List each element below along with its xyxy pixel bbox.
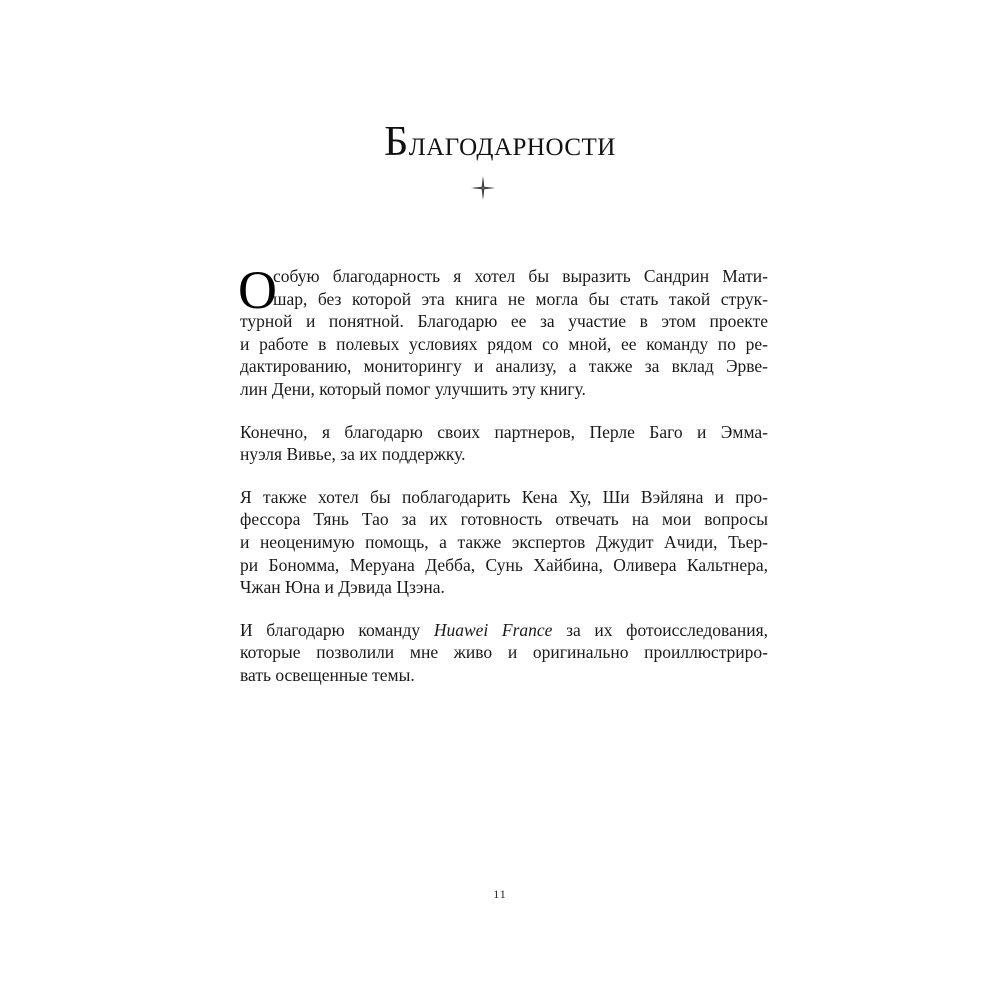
text-segment: за их фотоисследования, (566, 619, 768, 640)
acknowledgements-body (238, 260, 768, 707)
text-line: турной и понятной. Благодарю ее за участие в этом проекте (240, 311, 768, 332)
text-line: и неоценимую помощь, а также экспертов Джудит Ачиди, Тьер- (240, 531, 768, 552)
text-line: вать освещенные темы. (240, 664, 415, 685)
paragraph-1 (238, 260, 768, 401)
text-line-mixed (240, 619, 768, 642)
text-line: фессора Тянь Тао за их готовность отвечать на мои вопросы (240, 509, 768, 530)
company-name: Huawei France (433, 619, 553, 640)
paragraph-4 (240, 619, 768, 687)
title-initial: Б (384, 119, 409, 165)
page-number: 11 (493, 887, 507, 901)
text-line: Конечно, я благодарю своих партнеров, Перле Баго и Эмма- (240, 421, 768, 442)
text-line: которые позволили мне живо и оригинально проиллюстриро- (240, 642, 768, 663)
text-line: и работе в полевых условиях рядом со мной, ее команду по ре- (240, 333, 768, 354)
text-line: собую благодарность я хотел бы выразить Сандрин Мати- (273, 266, 768, 286)
text-line: лин Дени, который помог улучшить эту книгу. (240, 378, 586, 399)
paragraph-3 (240, 486, 768, 599)
paragraph-2 (240, 421, 768, 466)
text-line: ри Бономма, Меруана Дебба, Сунь Хайбина, Оливера Кальтнера, (240, 554, 768, 575)
text-line: дактированию, мониторингу и анализу, а также за вклад Эрве- (240, 356, 768, 377)
page-title (0, 118, 1000, 166)
title-rest: лагодарности (408, 123, 616, 163)
text-segment: И благодарю команду (240, 619, 421, 640)
four-point-star-icon (471, 176, 495, 200)
text-line: Чжан Юна и Дэвида Цзэна. (240, 577, 445, 598)
text-line: шар, без которой эта книга не могла бы стать такой струк- (273, 288, 768, 309)
text-line: нуэля Вивье, за их поддержку. (240, 444, 466, 465)
drop-cap: О (238, 260, 277, 320)
text-line: Я также хотел бы поблагодарить Кена Ху, Ши Вэйляна и про- (240, 486, 768, 507)
